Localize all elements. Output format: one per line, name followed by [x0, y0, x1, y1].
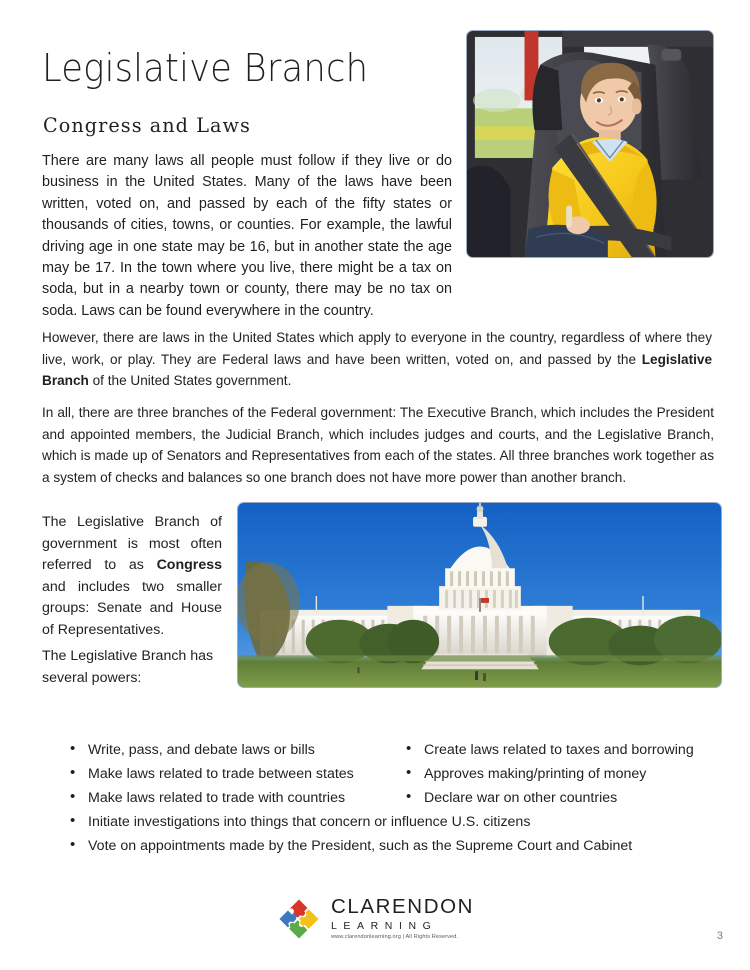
section-subtitle: Congress and Laws [43, 113, 251, 137]
list-item: • Initiate investigations into things that concern or influence U.S. citizens [62, 810, 702, 834]
list-item: • Vote on appointments made by the President, such as the Supreme Court and Cabinet [62, 834, 702, 858]
p4-text-part1: The Legislative Branch of government is most often referred to as [42, 514, 222, 573]
list-item: • Create laws related to taxes and borrowing [398, 738, 728, 762]
boy-in-car-seat-illustration [467, 31, 713, 257]
paragraph-powers-lead-in: The Legislative Branch has several powers: [42, 648, 214, 686]
paragraph-federal-laws [42, 327, 712, 392]
powers-list-full-width [62, 810, 702, 858]
page-title: Legislative Branch [42, 46, 369, 90]
footer [0, 896, 750, 942]
p2-text-part2: of the United States government. [88, 373, 292, 388]
powers-list-left [62, 738, 402, 810]
brand-url: www.clarendonlearning.org | All Rights Reserved. [330, 934, 459, 941]
brand-name: CLARENDON [330, 895, 475, 919]
brand-subtitle: LEARNING [330, 919, 438, 932]
p2-bold-legislative-branch: Legislative Branch [42, 351, 712, 388]
powers-list-right [398, 738, 728, 810]
paragraph-congress [42, 512, 222, 641]
list-item: • Declare war on other countries [398, 786, 728, 810]
image-us-capitol [237, 502, 722, 688]
puzzle-icon [276, 896, 322, 942]
list-item: • Make laws related to trade with countries [62, 786, 402, 810]
us-capitol-illustration [238, 503, 721, 687]
paragraph-laws-intro: There are many laws all people must follow if they live or do business in the United States. Many of the laws have been written, voted on, and passed by each of the fifty states or thousands of cities, towns, or counties. For example, the lawful driving age in one state may be 16, but in another state the age may be 17. In the town where you live, there might be a tax on soda, but in a nearby town or county, there may be no tax on soda. Laws can be found everywhere in the country. [42, 153, 452, 319]
logo-wordmark [331, 897, 474, 941]
image-boy-in-car-seat [466, 30, 714, 258]
paragraph-three-branches: In all, there are three branches of the Federal government: The Executive Branch, which includes the President and appointed members, the Judicial Branch, which includes judges and courts, and the Legislative Branch, which is made up of Senators and Representatives from each of the states. All three branches work together as a system of checks and balances so one branch does not have more power than another branch. [42, 405, 714, 485]
p4-text-part2: and includes two smaller groups: Senate and House of Representatives. [42, 578, 222, 638]
clarendon-learning-logo [276, 896, 474, 942]
list-item: • Write, pass, and debate laws or bills [62, 738, 402, 762]
list-item: • Make laws related to trade between states [62, 762, 402, 786]
list-item: • Approves making/printing of money [398, 762, 728, 786]
page-number: 3 [716, 930, 723, 942]
p4-bold-congress: Congress [156, 557, 222, 573]
p2-text-part1: However, there are laws in the United States which apply to everyone in the country, regardless of where they live, work, or play. They are Federal laws and have been written, voted on, and passed by the [42, 330, 712, 367]
